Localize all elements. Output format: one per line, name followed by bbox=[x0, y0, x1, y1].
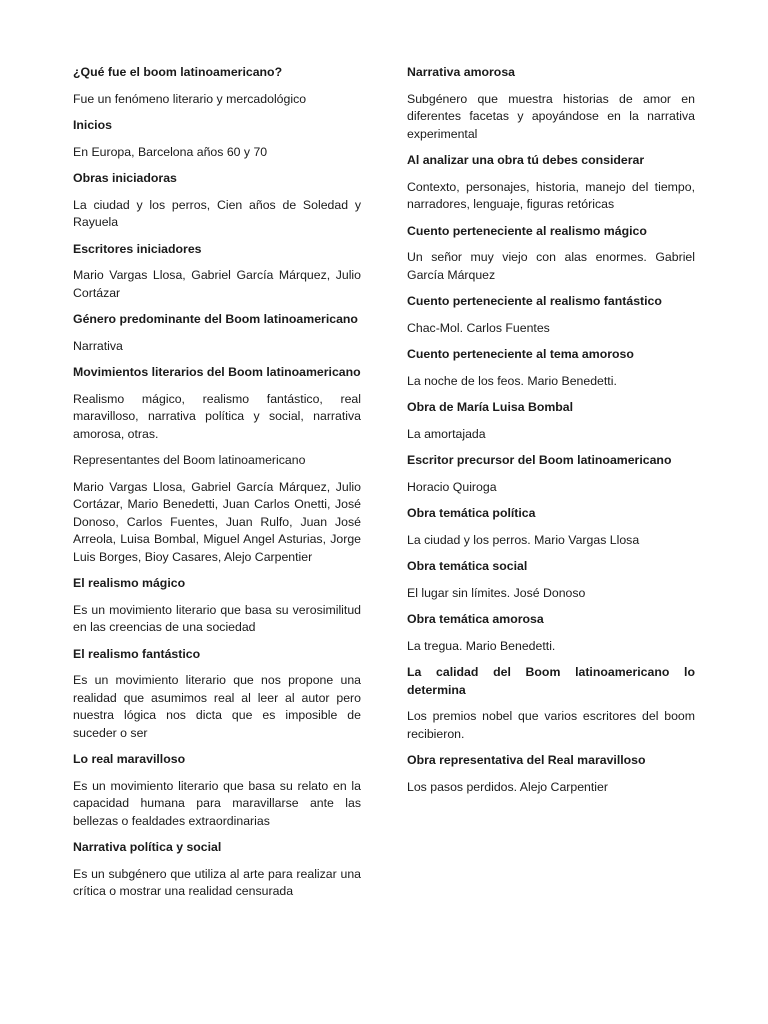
qa-item bbox=[73, 751, 361, 830]
qa-item bbox=[407, 399, 695, 443]
question-heading: Escritor precursor del Boom latinoamericano bbox=[407, 453, 672, 467]
question-heading: El realismo mágico bbox=[73, 576, 186, 590]
qa-item bbox=[73, 241, 361, 303]
qa-item bbox=[73, 117, 361, 161]
qa-item bbox=[73, 311, 361, 355]
qa-item bbox=[407, 64, 695, 143]
question-heading: Obra temática amorosa bbox=[407, 612, 544, 626]
answer-text: Narrativa bbox=[73, 338, 123, 353]
question-heading: Obra temática social bbox=[407, 559, 528, 573]
qa-item bbox=[73, 646, 361, 743]
answer-text: Los premios nobel que varios escritores del boom recibieron. bbox=[407, 709, 695, 741]
question-heading: Representantes del Boom latinoamericano bbox=[73, 453, 306, 467]
question-heading: ¿Qué fue el boom latinoamericano? bbox=[73, 65, 283, 79]
qa-item bbox=[407, 346, 695, 390]
qa-item bbox=[73, 64, 361, 108]
qa-item bbox=[73, 364, 361, 443]
answer-text: Chac-Mol. Carlos Fuentes bbox=[407, 320, 550, 335]
qa-item bbox=[73, 452, 361, 566]
answer-text: Es un movimiento literario que nos propone una realidad que asumimos real al leer al autor pero nuestra lógica nos dicta que es imposible de suceder o ser bbox=[73, 673, 361, 740]
answer-text: Es un subgénero que utiliza al arte para realizar una crítica o mostrar una realidad censurada bbox=[73, 866, 361, 898]
answer-text: La ciudad y los perros. Mario Vargas Llosa bbox=[407, 532, 640, 547]
answer-text: Horacio Quiroga bbox=[407, 479, 497, 494]
qa-item bbox=[407, 611, 695, 655]
question-heading: Cuento perteneciente al tema amoroso bbox=[407, 347, 634, 361]
qa-item bbox=[407, 152, 695, 214]
answer-text: Un señor muy viejo con alas enormes. Gabriel García Márquez bbox=[407, 250, 695, 282]
question-heading: La calidad del Boom latinoamericano lo determina bbox=[407, 665, 695, 697]
question-heading: Género predominante del Boom latinoamericano bbox=[73, 312, 358, 326]
answer-text: Es un movimiento literario que basa su relato en la capacidad humana para maravillarse ante las bellezas o fealdades extraordinarias bbox=[73, 778, 361, 828]
qa-item bbox=[407, 752, 695, 796]
answer-text: El lugar sin límites. José Donoso bbox=[407, 585, 586, 600]
question-heading: Obra temática política bbox=[407, 506, 536, 520]
question-heading: Escritores iniciadores bbox=[73, 241, 202, 256]
question-heading: Lo real maravilloso bbox=[73, 752, 186, 766]
left-column bbox=[73, 64, 361, 910]
answer-text: Fue un fenómeno literario y mercadológico bbox=[73, 91, 307, 106]
qa-item bbox=[407, 505, 695, 549]
answer-text: En Europa, Barcelona años 60 y 70 bbox=[73, 144, 268, 159]
qa-item bbox=[407, 558, 695, 602]
question-heading: Inicios bbox=[73, 118, 112, 132]
qa-item bbox=[407, 223, 695, 285]
question-heading: Al analizar una obra tú debes considerar bbox=[407, 153, 645, 167]
answer-text: La amortajada bbox=[407, 426, 486, 441]
question-heading: Obras iniciadoras bbox=[73, 171, 177, 185]
answer-text: Mario Vargas Llosa, Gabriel García Márquez, Julio Cortázar, Mario Benedetti, Juan Carlos Onetti, José Donoso, Carlos Fuentes, Juan Rulfo, Juan José Arreola, Luisa Bombal, Miguel Angel Asturias, Jorge Luis Borges, Bioy Casares, Alejo Carpentier bbox=[73, 479, 361, 564]
question-heading: El realismo fantástico bbox=[73, 646, 201, 661]
right-column bbox=[407, 64, 695, 805]
qa-item bbox=[73, 170, 361, 232]
answer-text: La tregua. Mario Benedetti. bbox=[407, 638, 556, 653]
answer-text: Realismo mágico, realismo fantástico, real maravilloso, narrativa política y social, narrativa amorosa, otras. bbox=[73, 391, 361, 441]
answer-text: Mario Vargas Llosa, Gabriel García Márquez, Julio Cortázar bbox=[73, 268, 361, 300]
qa-item bbox=[73, 839, 361, 901]
question-heading: Movimientos literarios del Boom latinoamericano bbox=[73, 365, 361, 379]
answer-text: La noche de los feos. Mario Benedetti. bbox=[407, 373, 617, 388]
question-heading: Cuento perteneciente al realismo mágico bbox=[407, 223, 647, 238]
qa-item bbox=[407, 293, 695, 337]
answer-text: Subgénero que muestra historias de amor en diferentes facetas y apoyándose en la narrativa experimental bbox=[407, 91, 695, 141]
answer-text: La ciudad y los perros, Cien años de Soledad y Rayuela bbox=[73, 197, 361, 229]
qa-item bbox=[73, 575, 361, 637]
answer-text: Contexto, personajes, historia, manejo del tiempo, narradores, lenguaje, figuras retóricas bbox=[407, 179, 695, 211]
qa-item bbox=[407, 452, 695, 496]
answer-text: Los pasos perdidos. Alejo Carpentier bbox=[407, 779, 608, 794]
question-heading: Obra de María Luisa Bombal bbox=[407, 400, 574, 414]
question-heading: Obra representativa del Real maravilloso bbox=[407, 753, 646, 767]
question-heading: Cuento perteneciente al realismo fantástico bbox=[407, 294, 662, 308]
question-heading: Narrativa política y social bbox=[73, 840, 222, 854]
question-heading: Narrativa amorosa bbox=[407, 65, 515, 79]
qa-item bbox=[407, 664, 695, 743]
answer-text: Es un movimiento literario que basa su verosimilitud en las creencias de una sociedad bbox=[73, 602, 361, 634]
